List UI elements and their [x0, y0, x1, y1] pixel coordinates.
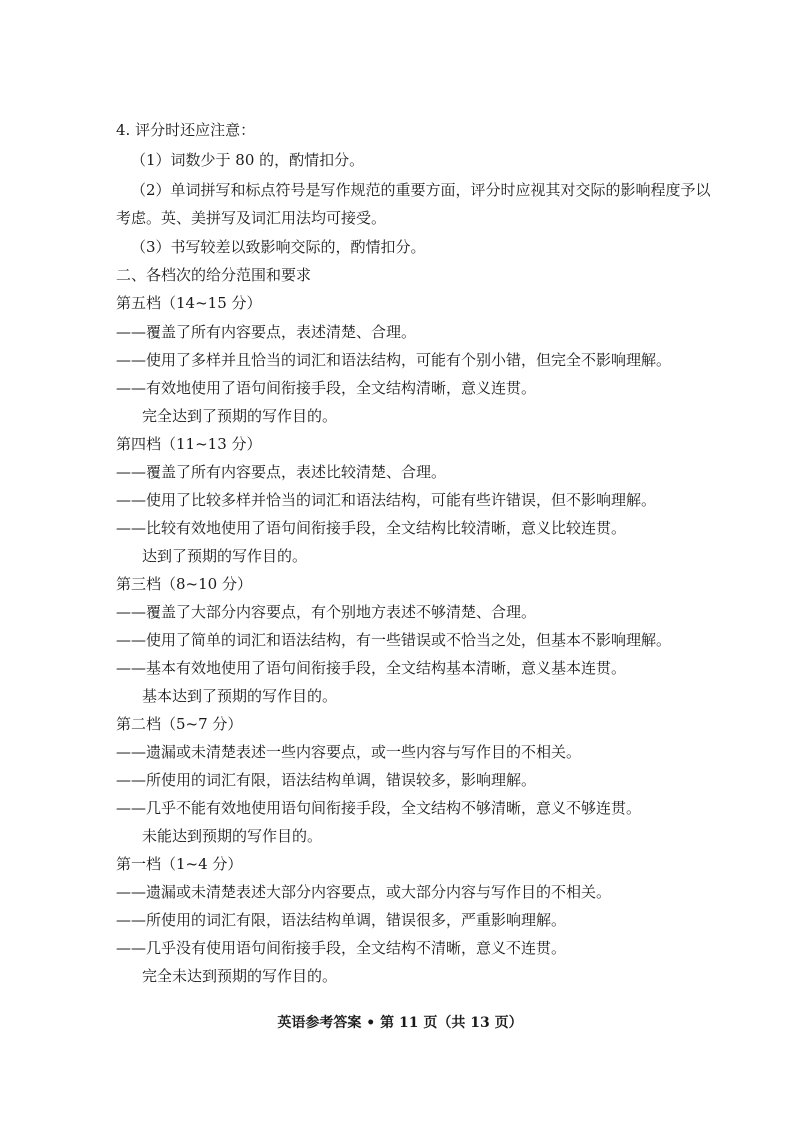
- grade-criterion: ——遗漏或未清楚表述大部分内容要点，或大部分内容与写作目的不相关。: [116, 883, 612, 901]
- notes-heading: 4. 评分时还应注意：: [116, 121, 256, 139]
- grade-title: 第四档（11~13 分）: [116, 435, 262, 453]
- grade-summary: 基本达到了预期的写作目的。: [142, 687, 338, 705]
- grade-criterion: ——所使用的词汇有限，语法结构单调，错误较多，影响理解。: [116, 771, 537, 789]
- note-item-2: （2）单词拼写和标点符号是写作规范的重要方面，评分时应视其对交际的影响程度予以: [131, 181, 711, 199]
- grade-criterion: ——几乎没有使用语句间衔接手段，全文结构不清晰，意义不连贯。: [116, 939, 567, 957]
- grade-criterion: ——使用了简单的词汇和语法结构，有一些错误或不恰当之处，但基本不影响理解。: [116, 631, 672, 649]
- grade-criterion: ——使用了多样并且恰当的词汇和语法结构，可能有个别小错，但完全不影响理解。: [116, 351, 672, 369]
- grade-summary: 未能达到预期的写作目的。: [142, 827, 323, 845]
- note-item-2-continued: 考虑。英、美拼写及词汇用法均可接受。: [116, 209, 387, 227]
- grade-title: 第五档（14~15 分）: [116, 294, 262, 312]
- grade-criterion: ——覆盖了所有内容要点，表述清楚、合理。: [116, 323, 417, 341]
- grade-criterion: ——覆盖了所有内容要点，表述比较清楚、合理。: [116, 463, 447, 481]
- grade-title: 第一档（1~4 分）: [116, 855, 243, 873]
- note-item-3: （3）书写较差以致影响交际的，酌情扣分。: [131, 238, 426, 256]
- grade-summary: 完全未达到预期的写作目的。: [142, 967, 338, 985]
- grade-criterion: ——比较有效地使用了语句间衔接手段，全文结构比较清晰，意义比较连贯。: [116, 519, 627, 537]
- grade-criterion: ——使用了比较多样并恰当的词汇和语法结构，可能有些许错误，但不影响理解。: [116, 491, 657, 509]
- grade-title: 第二档（5~7 分）: [116, 715, 243, 733]
- section-title: 二、各档次的给分范围和要求: [116, 266, 312, 284]
- grade-summary: 完全达到了预期的写作目的。: [142, 407, 338, 425]
- page-footer: 英语参考答案 • 第 11 页（共 13 页）: [277, 1015, 523, 1031]
- note-item-1: （1）词数少于 80 的，酌情扣分。: [131, 151, 365, 169]
- grade-summary: 达到了预期的写作目的。: [142, 547, 308, 565]
- grade-criterion: ——有效地使用了语句间衔接手段，全文结构清晰，意义连贯。: [116, 379, 537, 397]
- grade-criterion: ——所使用的词汇有限，语法结构单调，错误很多，严重影响理解。: [116, 911, 567, 929]
- grade-criterion: ——几乎不能有效地使用语句间衔接手段，全文结构不够清晰，意义不够连贯。: [116, 799, 642, 817]
- grade-title: 第三档（8~10 分）: [116, 575, 252, 593]
- grade-criterion: ——遗漏或未清楚表述一些内容要点，或一些内容与写作目的不相关。: [116, 743, 582, 761]
- grade-criterion: ——覆盖了大部分内容要点，有个别地方表述不够清楚、合理。: [116, 603, 537, 621]
- grade-criterion: ——基本有效地使用了语句间衔接手段，全文结构基本清晰，意义基本连贯。: [116, 659, 627, 677]
